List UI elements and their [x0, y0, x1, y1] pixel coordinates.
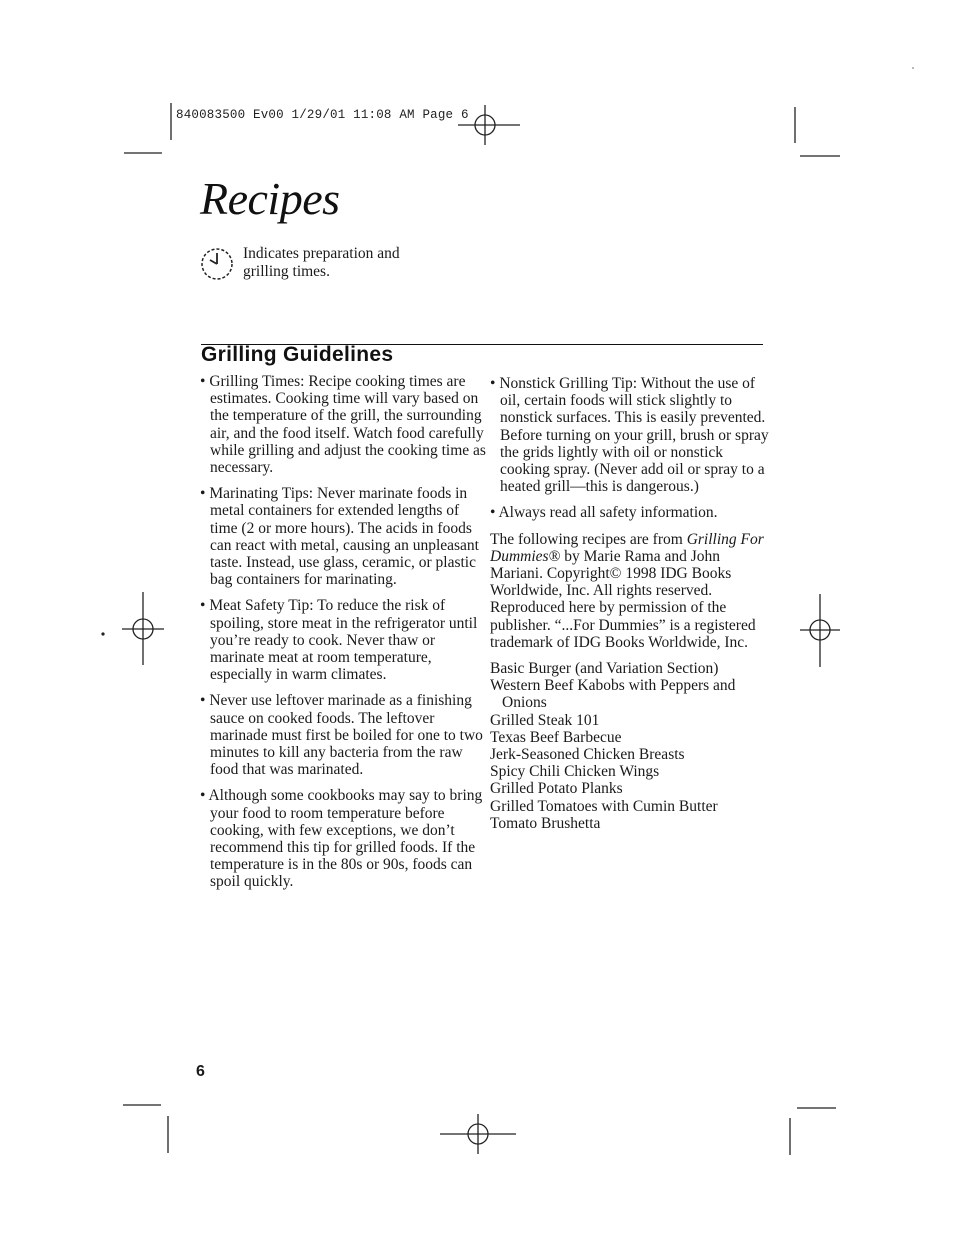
list-item: Tomato Brushetta	[490, 814, 601, 832]
page-title: Recipes	[200, 173, 340, 224]
page-number: 6	[196, 1063, 205, 1080]
clock-icon	[200, 246, 236, 282]
guideline-item: • Marinating Tips: Never marinate foods in metal containers for extended lengths of time (2 or more hours). The acids in foods can react with metal, causing an unpleasant taste. Instead, use glass, ceramic, or plastic bag containers for marinating.	[200, 485, 479, 589]
left-column	[200, 373, 490, 900]
guideline-item: • Always read all safety information.	[490, 504, 718, 522]
guideline-item: • Meat Safety Tip: To reduce the risk of spoiling, store meat in the refrigerator until you’re ready to cook. Never thaw or marinate meat at room temperature, especially in warm climates.	[200, 597, 478, 684]
list-item: Spicy Chili Chicken Wings	[490, 763, 660, 781]
guideline-item: • Grilling Times: Recipe cooking times are estimates. Cooking time will vary based on the temperature of the grill, the surrounding air, and the food itself. Watch food carefully while grilling and adjust the cooking time as necessary.	[200, 373, 486, 477]
list-item: Grilled Tomatoes with Cumin Butter	[490, 797, 718, 815]
guideline-item: • Although some cookbooks may say to bring your food to room temperature before cooking, with few exceptions, we don’t recommend this tip for grilled foods. If the temperature is in the 80s or 90s, foods can spoil quickly.	[200, 787, 483, 891]
list-item: Grilled Potato Planks	[490, 780, 623, 798]
list-item: Texas Beef Barbecue	[490, 728, 622, 746]
list-item: Basic Burger (and Variation Section)	[490, 660, 719, 678]
list-item: Jerk-Seasoned Chicken Breasts	[490, 746, 685, 764]
printer-slug: 840083500 Ev00 1/29/01 11:08 AM Page 6	[176, 108, 469, 122]
list-item: Western Beef Kabobs with Peppers and Onions	[490, 677, 736, 712]
copyright-credit: The following recipes are from Grilling For Dummies® by Marie Rama and John Mariani. Copyright© 1998 IDG Books Worldwide, Inc. All rights reserved. Reproduced here by permission of the publisher. “...For Dummies” is a registered trademark of IDG Books Worldwide, Inc.	[490, 530, 764, 651]
guideline-item: • Never use leftover marinade as a finishing sauce on cooked foods. The leftover marinade must first be boiled for one to two minutes to kill any bacteria from the raw food that was marinated.	[200, 692, 483, 779]
list-item: Grilled Steak 101	[490, 711, 600, 729]
guideline-item: • Nonstick Grilling Tip: Without the use of oil, certain foods will stick slightly to nonstick surfaces. This is easily prevented. Before turning on your grill, brush or spray the grids lightly with oil or nonstick cooking spray. (Never add oil or spray to a heated grill—this is dangerous.)	[490, 375, 769, 496]
clock-legend-text: Indicates preparation and grilling times.	[243, 245, 400, 280]
recipe-list	[490, 660, 775, 832]
book-title: Grilling For Dummies®	[490, 530, 764, 565]
right-column	[490, 375, 775, 832]
section-heading: Grilling Guidelines	[201, 343, 394, 366]
